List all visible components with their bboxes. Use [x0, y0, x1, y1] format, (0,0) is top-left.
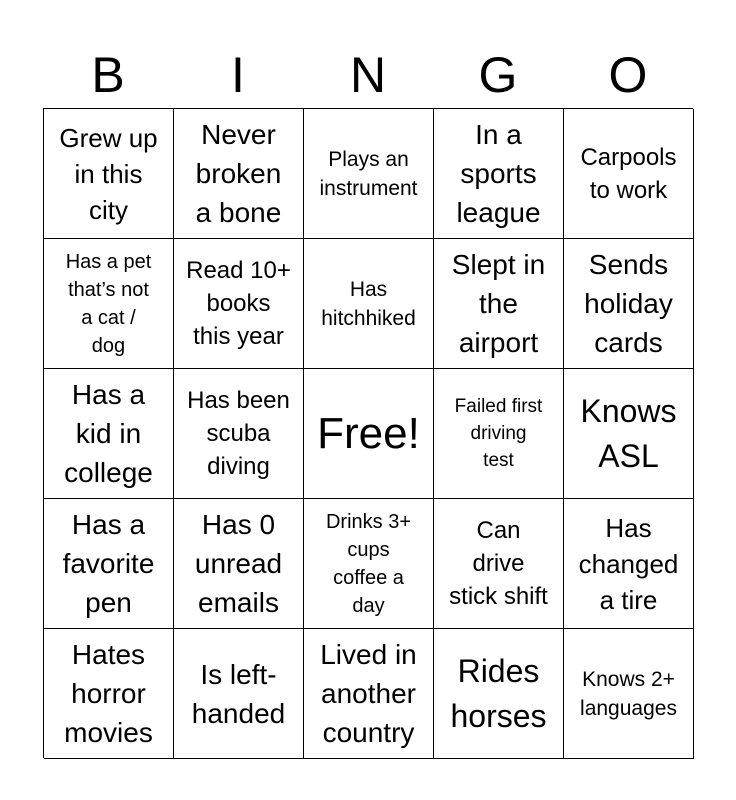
bingo-cell-r3c5[interactable] [564, 369, 694, 499]
bingo-cell-r2c3[interactable] [304, 239, 434, 369]
bingo-cell-r5c5[interactable] [564, 629, 694, 759]
bingo-cell-r5c4[interactable] [434, 629, 564, 759]
bingo-cell-r5c1[interactable] [44, 629, 174, 759]
bingo-cell-label: Has 0 unread emails [194, 509, 283, 618]
bingo-cell-label: In a sports league [456, 119, 541, 228]
bingo-cell-r5c3[interactable] [304, 629, 434, 759]
bingo-cell-label: Hates horror movies [64, 639, 153, 748]
bingo-cell-r2c4[interactable] [434, 239, 564, 369]
bingo-cell-r2c5[interactable] [564, 239, 694, 369]
bingo-board [43, 108, 693, 758]
header-letter-i: I [231, 47, 245, 103]
bingo-cell-r3c4[interactable] [434, 369, 564, 499]
bingo-cell-r4c2[interactable] [174, 499, 304, 629]
bingo-cell-r4c4[interactable] [434, 499, 564, 629]
bingo-cell-r2c1[interactable] [44, 239, 174, 369]
bingo-cell-label: Sends holiday cards [584, 249, 673, 358]
bingo-cell-r4c1[interactable] [44, 499, 174, 629]
bingo-cell-label: Can drive stick shift [449, 517, 548, 610]
bingo-cell-r3c1[interactable] [44, 369, 174, 499]
bingo-cell-label: Knows ASL [580, 392, 677, 474]
bingo-cell-label: Has a pet that’s not a cat / dog [65, 250, 152, 357]
bingo-cell-r1c5[interactable] [564, 109, 694, 239]
bingo-cell-r5c2[interactable] [174, 629, 304, 759]
bingo-cell-r1c2[interactable] [174, 109, 304, 239]
bingo-cell-label: Drinks 3+ cups coffee a day [325, 510, 412, 617]
header-letter-g: G [478, 47, 518, 103]
bingo-cell-r2c2[interactable] [174, 239, 304, 369]
bingo-cell-free[interactable] [304, 369, 434, 499]
bingo-cell-label: Never broken a bone [195, 119, 282, 228]
bingo-cell-label: Has hitchhiked [321, 277, 416, 330]
bingo-cell-r1c3[interactable] [304, 109, 434, 239]
free-space-label: Free! [317, 408, 420, 458]
bingo-cell-label: Rides horses [450, 652, 547, 734]
bingo-cell-r4c3[interactable] [304, 499, 434, 629]
bingo-cell-label: Grew up in this city [59, 122, 158, 225]
bingo-cell-label: Slept in the airport [451, 249, 546, 358]
bingo-cell-label: Has a kid in college [64, 379, 153, 488]
header-letter-n: N [349, 47, 387, 103]
bingo-cell-label: Has changed a tire [578, 512, 679, 615]
bingo-header [43, 44, 693, 106]
bingo-cell-r3c2[interactable] [174, 369, 304, 499]
bingo-cell-label: Has a favorite pen [62, 509, 155, 618]
bingo-cell-label: Carpools to work [580, 143, 677, 204]
bingo-cell-label: Failed first driving test [454, 396, 543, 471]
bingo-cell-r1c1[interactable] [44, 109, 174, 239]
bingo-cell-label: Is left- handed [191, 658, 286, 729]
bingo-cell-label: Read 10+ books this year [186, 257, 291, 350]
bingo-cell-label: Knows 2+ languages [580, 667, 677, 720]
bingo-cell-label: Lived in another country [320, 639, 417, 748]
bingo-cell-r4c5[interactable] [564, 499, 694, 629]
header-letter-o: O [608, 47, 648, 103]
bingo-cell-label: Plays an instrument [319, 147, 418, 200]
bingo-cell-r1c4[interactable] [434, 109, 564, 239]
bingo-cell-label: Has been scuba diving [187, 387, 290, 480]
header-letter-b: B [91, 47, 125, 103]
